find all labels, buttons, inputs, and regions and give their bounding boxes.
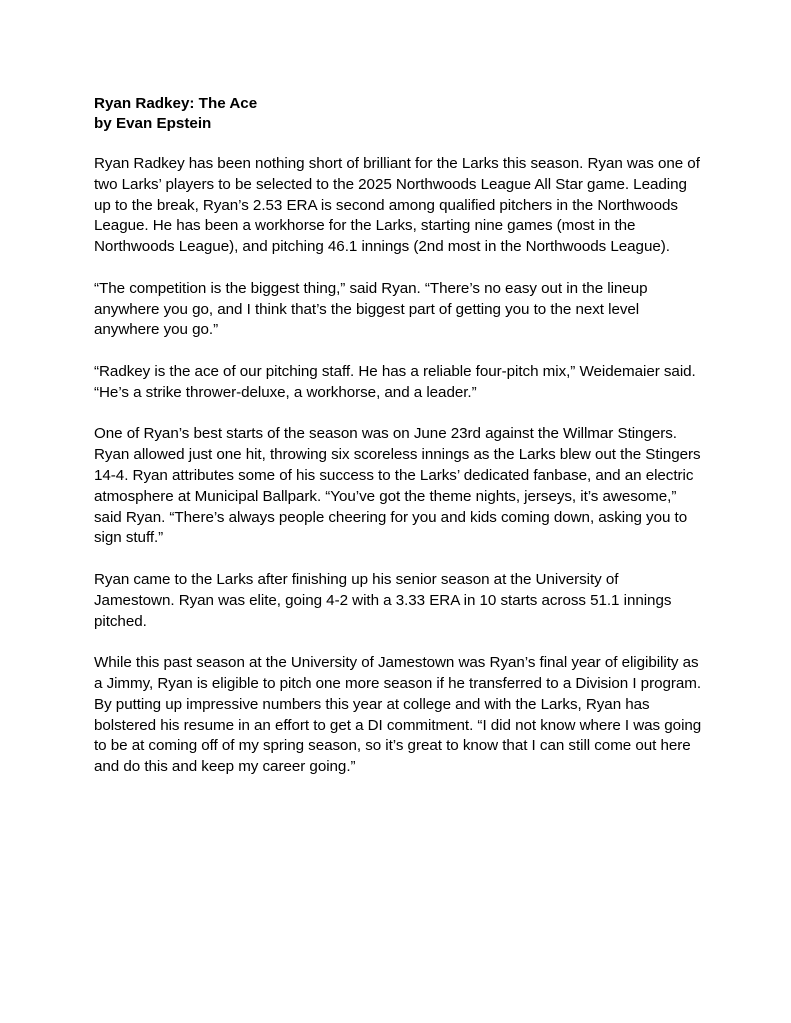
document-page (94, 94, 702, 799)
paragraph: Ryan Radkey has been nothing short of brilliant for the Larks this season. Ryan was one of two Larks’ players to be selected to the 2025 Northwoods League All Star game. Leading up to the break, Ryan’s 2.53 ERA is second among qualified pitchers in the Northwoods League. He has been a workhorse for the Larks, starting nine games (most in the Northwoods League), and pitching 46.1 innings (2nd most in the Northwoods League). (94, 155, 700, 256)
paragraph: One of Ryan’s best starts of the season was on June 23rd against the Willmar Stingers. Ryan allowed just one hit, throwing six scoreless innings as the Larks blew out the Stingers 14-4. Ryan attributes some of his success to the Larks’ dedicated fanbase, and an electric atmosphere at Municipal Ballpark. “You’ve got the theme nights, jerseys, it’s awesome,” said Ryan. “There’s always people cheering for you and kids coming down, asking you to sign stuff.” (94, 425, 701, 547)
article-body (94, 154, 702, 778)
paragraph: “The competition is the biggest thing,” said Ryan. “There’s no easy out in the lineup anywhere you go, and I think that’s the biggest part of getting you to the next level anywhere you go.” (94, 279, 648, 339)
article-byline: by Evan Epstein (94, 115, 212, 132)
paragraph: “Radkey is the ace of our pitching staff. He has a reliable four-pitch mix,” Weidemaier said. “He’s a strike thrower-deluxe, a workhorse, and a leader.” (94, 362, 696, 401)
paragraph: While this past season at the University of Jamestown was Ryan’s final year of eligibility as a Jimmy, Ryan is eligible to pitch one more season if he transferred to a Division I program. By putting up impressive numbers this year at college and with the Larks, Ryan has bolstered his resume in an effort to get a DI commitment. “I did not know where I was going to be at coming off of my spring season, so it’s great to know that I can still come out here and do this and keep my career going.” (94, 654, 702, 776)
article-title: Ryan Radkey: The Ace (94, 95, 258, 112)
paragraph: Ryan came to the Larks after finishing up his senior season at the University of Jamestown. Ryan was elite, going 4-2 with a 3.33 ERA in 10 starts across 51.1 innings pitched. (94, 570, 672, 630)
